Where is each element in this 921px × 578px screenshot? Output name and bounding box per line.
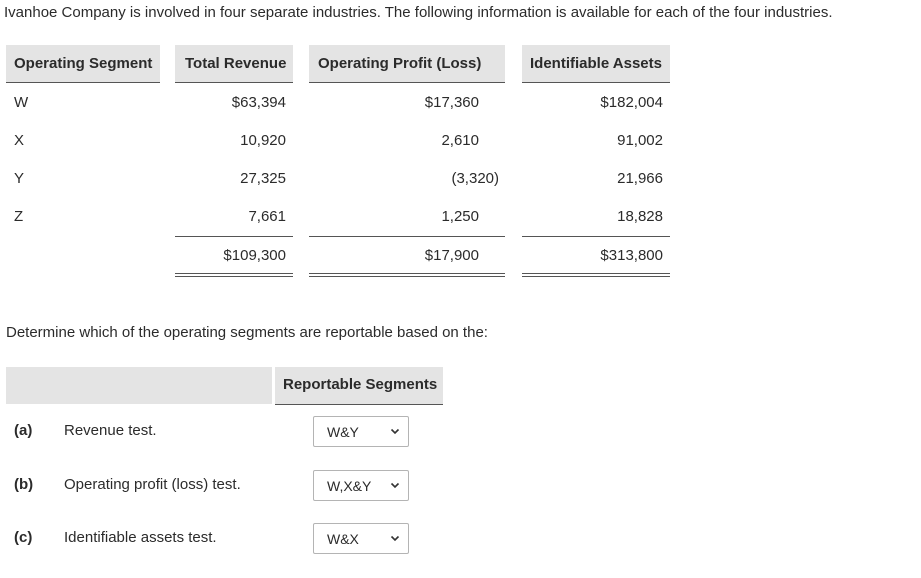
chevron-down-icon [389, 479, 401, 491]
row-w-segment: W [14, 94, 29, 111]
total-double-rule-profit-1 [309, 273, 505, 274]
row-z-revenue: 7,661 [248, 208, 286, 225]
header-total-revenue: Total Revenue [185, 55, 287, 72]
row-w-profit: $17,360 [424, 94, 479, 111]
header-identifiable-assets: Identifiable Assets [530, 55, 662, 72]
row-w-revenue: $63,394 [231, 94, 286, 111]
operating-profit-test-select[interactable] [313, 470, 409, 501]
total-revenue: $109,300 [223, 247, 286, 264]
header-operating-segment: Operating Segment [14, 55, 153, 72]
row-y-assets: 21,966 [617, 170, 663, 187]
question-prompt: Determine which of the operating segments are reportable based on the: [6, 324, 488, 341]
identifiable-assets-test-selected-value: W&X [327, 531, 359, 547]
chevron-down-icon [389, 425, 401, 437]
answer-header-bg-left [6, 367, 272, 404]
item-a-letter: (a) [14, 422, 33, 439]
row-z-profit: 1,250 [441, 208, 479, 225]
header-rule-assets [522, 82, 670, 83]
row-y-revenue: 27,325 [240, 170, 286, 187]
header-rule-segment [6, 82, 160, 83]
header-rule-revenue [175, 82, 293, 83]
header-operating-profit: Operating Profit (Loss) [318, 55, 482, 72]
total-double-rule-revenue-1 [175, 273, 293, 274]
identifiable-assets-test-select[interactable] [313, 523, 409, 554]
total-double-rule-profit-2 [309, 276, 505, 277]
subtotal-rule-profit [309, 236, 505, 237]
operating-profit-test-selected-value: W,X&Y [327, 478, 372, 494]
row-y-segment: Y [14, 170, 25, 187]
answer-header-rule [275, 404, 443, 405]
total-double-rule-assets-1 [522, 273, 670, 274]
row-x-assets: 91,002 [617, 132, 663, 149]
total-profit: $17,900 [424, 247, 479, 264]
revenue-test-selected-value: W&Y [327, 424, 359, 440]
item-b-letter: (b) [14, 476, 34, 493]
subtotal-rule-revenue [175, 236, 293, 237]
row-z-assets: 18,828 [617, 208, 663, 225]
row-w-assets: $182,004 [600, 94, 663, 111]
row-x-revenue: 10,920 [240, 132, 286, 149]
revenue-test-select[interactable] [313, 416, 409, 447]
row-z-segment: Z [14, 208, 24, 225]
row-x-profit: 2,610 [441, 132, 479, 149]
row-y-profit: (3,320) [451, 170, 499, 187]
total-assets: $313,800 [600, 247, 663, 264]
subtotal-rule-assets [522, 236, 670, 237]
item-c-letter: (c) [14, 529, 33, 546]
chevron-down-icon [389, 532, 401, 544]
row-x-segment: X [14, 132, 25, 149]
header-rule-profit [309, 82, 505, 83]
total-double-rule-revenue-2 [175, 276, 293, 277]
intro-text: Ivanhoe Company is involved in four separate industries. The following information is available for each of the four industries. [4, 4, 833, 21]
item-a-label: Revenue test. [64, 422, 157, 439]
header-reportable-segments: Reportable Segments [283, 376, 438, 393]
item-c-label: Identifiable assets test. [64, 529, 217, 546]
total-double-rule-assets-2 [522, 276, 670, 277]
item-b-label: Operating profit (loss) test. [64, 476, 241, 493]
